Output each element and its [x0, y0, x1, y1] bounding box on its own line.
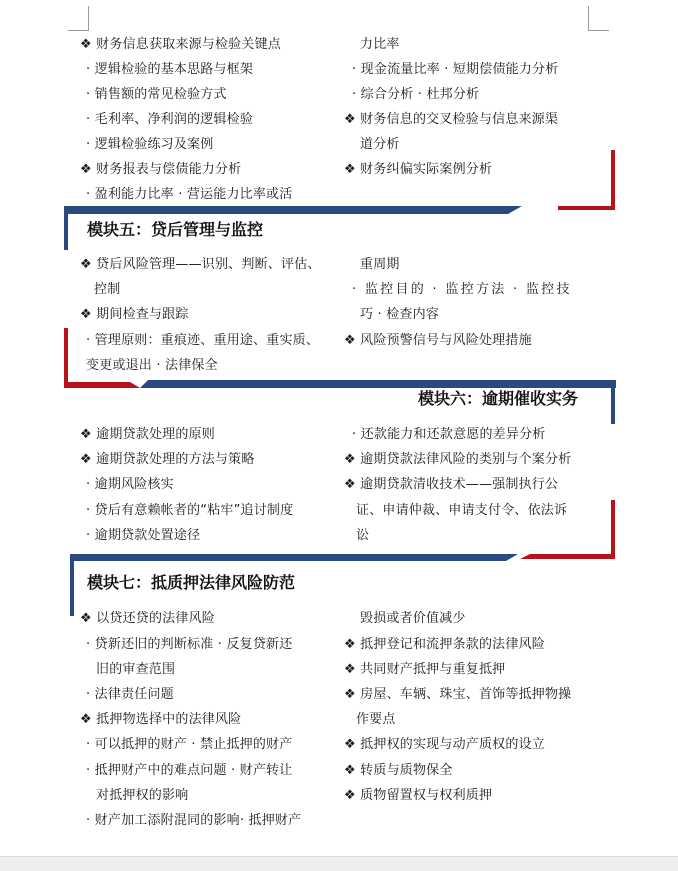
m6-right-line-3: ❖ 逾期贷款清收技术——强制执行公 [344, 477, 559, 492]
m6-right-line-1: · 还款能力和还款意愿的差异分析 [352, 427, 546, 442]
module5-header-bar [64, 206, 524, 214]
top-right-line-3: · 综合分析 · 杜邦分析 [352, 87, 480, 102]
m5-left-line-3: ❖ 期间检查与跟踪 [80, 307, 189, 322]
m5-left-line-4: · 管理原则：重痕迹、重用途、重实质、 [86, 333, 320, 348]
top-section-red-bracket-horizontal [558, 206, 615, 210]
m7-left-line-6: · 可以抵押的财产 · 禁止抵押的财产 [86, 737, 293, 752]
top-left-line-4: · 毛利率、净利润的逻辑检验 [86, 112, 254, 127]
top-left-line-5: · 逻辑检验练习及案例 [86, 137, 214, 152]
module6-header-bar [140, 380, 616, 388]
crop-mark-top-left [68, 6, 89, 31]
m5-left-line-1: ❖ 贷后风险管理——识别、判断、评估、 [80, 257, 321, 272]
m5-right-line-4: ❖ 风险预警信号与风险处理措施 [344, 333, 532, 348]
m5-right-line-2: · 监控目的 · 监控方法 · 监控技 [352, 282, 572, 297]
m6-left-line-2: ❖ 逾期贷款处理的方法与策略 [80, 452, 255, 467]
m7-right-line-8: ❖ 质物留置权与权利质押 [344, 788, 493, 803]
top-right-line-6: ❖ 财务纠偏实际案例分析 [344, 162, 493, 177]
m7-left-line-7: · 抵押财产中的难点问题 · 财产转让 [86, 763, 293, 778]
module7-title: 模块七：抵质押法律风险防范 [87, 573, 296, 592]
m7-right-line-5: 作要点 [356, 712, 396, 727]
page-bottom-edge [0, 856, 678, 871]
module5-left-border [64, 206, 68, 250]
m5-left-line-2: 控制 [94, 282, 121, 297]
m6-left-line-4: · 贷后有意赖帐者的“粘牢”追讨制度 [86, 503, 294, 518]
m7-right-line-6: ❖ 抵押权的实现与动产质权的设立 [344, 737, 545, 752]
top-left-line-6: ❖ 财务报表与偿债能力分析 [80, 162, 242, 177]
m7-left-line-3: 旧的审查范围 [96, 662, 176, 677]
m6-right-line-4: 证、申请仲裁、申请支付令、依法诉 [356, 503, 568, 518]
module6-red-bracket-horizontal [520, 554, 615, 559]
module5-red-bracket-horizontal [64, 382, 144, 388]
m7-right-line-3: ❖ 共同财产抵押与重复抵押 [344, 662, 506, 677]
module7-left-border [70, 554, 74, 616]
module5-red-bracket-vertical [64, 328, 68, 386]
m7-right-line-1: 毁损或者价值减少 [360, 611, 466, 626]
m7-left-line-1: ❖ 以贷还贷的法律风险 [80, 611, 215, 626]
m7-right-line-7: ❖ 转质与质物保全 [344, 763, 453, 778]
m7-right-line-2: ❖ 抵押登记和流押条款的法律风险 [344, 637, 545, 652]
module6-red-bracket-vertical [611, 500, 615, 558]
m6-right-line-5: 讼 [356, 528, 370, 543]
top-right-line-1: 力比率 [360, 37, 400, 52]
top-left-line-3: · 销售额的常见检验方式 [86, 87, 227, 102]
m5-right-line-1: 重周期 [360, 257, 400, 272]
m7-left-line-5: ❖ 抵押物选择中的法律风险 [80, 712, 242, 727]
module6-right-border [611, 380, 615, 424]
m7-right-line-4: ❖ 房屋、车辆、珠宝、首饰等抵押物操 [344, 687, 572, 702]
m7-left-line-9: · 财产加工添附混同的影响· 抵押财产 [86, 813, 302, 828]
crop-mark-top-right [588, 6, 609, 31]
top-left-line-1: ❖ 财务信息获取来源与检验关键点 [80, 37, 281, 52]
top-left-line-7: · 盈利能力比率 · 营运能力比率或活 [86, 187, 293, 202]
m6-right-line-2: ❖ 逾期贷款法律风险的类别与个案分析 [344, 452, 572, 467]
m5-right-line-3: 巧 · 检查内容 [360, 307, 439, 322]
module6-title: 模块六：逾期催收实务 [418, 389, 579, 408]
top-right-line-2: · 现金流量比率 · 短期偿债能力分析 [352, 62, 559, 77]
m5-left-line-5: 变更或退出 · 法律保全 [86, 358, 218, 373]
top-left-line-2: · 逻辑检验的基本思路与框架 [86, 62, 254, 77]
module5-title: 模块五：贷后管理与监控 [87, 220, 264, 239]
module7-header-bar [70, 554, 520, 561]
top-right-line-4: ❖ 财务信息的交叉检验与信息来源渠 [344, 112, 559, 127]
m6-left-line-5: · 逾期贷款处置途径 [86, 528, 201, 543]
m7-left-line-4: · 法律责任问题 [86, 687, 174, 702]
m7-left-line-2: · 贷新还旧的判断标准 · 反复贷新还 [86, 637, 293, 652]
m7-left-line-8: 对抵押权的影响 [96, 788, 189, 803]
top-section-red-bracket-vertical [611, 150, 615, 210]
m6-left-line-1: ❖ 逾期贷款处理的原则 [80, 427, 215, 442]
top-right-line-5: 道分析 [360, 137, 400, 152]
m6-left-line-3: · 逾期风险核实 [86, 477, 174, 492]
